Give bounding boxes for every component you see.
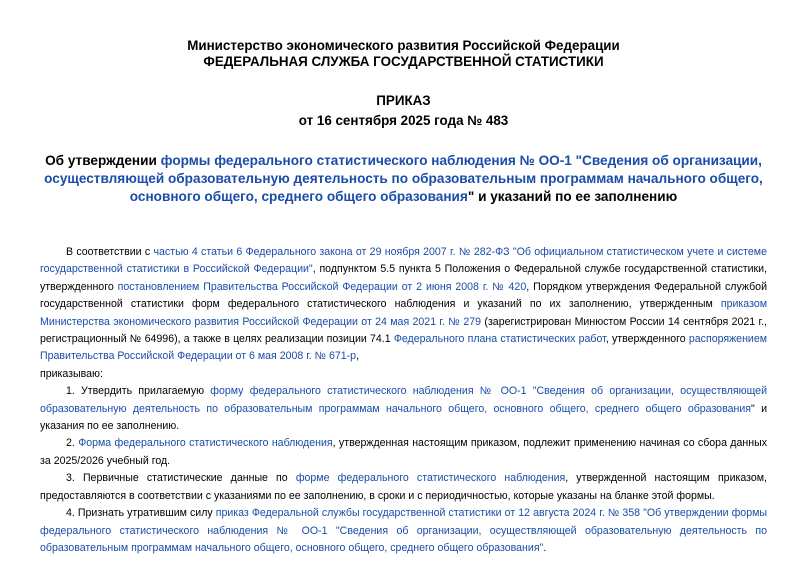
law-282-link[interactable]: частью 4 статьи 6 Федерального закона от 29 ноября 2007 г. № 282-ФЗ "Об официальном статистическом учете и системе государственной статистики в Российской Федерации"	[40, 246, 767, 276]
preamble-paragraph	[40, 244, 767, 366]
order-item-2	[40, 435, 767, 470]
item-text: 1. Утвердить прилагаемую	[66, 385, 211, 398]
form-link[interactable]: Форма федерального статистического наблюдения	[78, 437, 333, 450]
form-oo1-link[interactable]: форму федерального статистического наблюдения № ОО-1 "Сведения об организации, осуществляющей образовательную деятельность по образовательным программам начального общего, основного общего, среднего общего образования	[40, 385, 767, 415]
item-text: .	[543, 541, 547, 554]
order-358-link[interactable]: приказ Федеральной службы государственной статистики от 12 августа 2024 г. № 358 "Об утверждении формы федерального статистического наблюдения № ОО-1 "Сведения об организации, осуществляющей образовательную деятельность по образовательным программам начального общего, основного общего, среднего общего образования"	[40, 507, 767, 554]
title-suffix: " и указаний по ее заполнению	[467, 189, 678, 204]
preamble-text: , утвержденного	[605, 333, 689, 346]
preamble-text: , подпунктом 5.5 пункта 5 Положения о Федеральной службе государственной статистики, утвержденного	[40, 263, 768, 293]
item-text: , утвержденная настоящим приказом, подлежит применению начиная со сбора данных за 2025/2026 учебный год.	[40, 437, 767, 467]
item-text: " и указания по ее заполнению.	[40, 402, 767, 433]
title-prefix: Об утверждении	[45, 153, 161, 168]
ministry-heading: Министерство экономического развития Российской Федерации	[187, 38, 620, 53]
form-link[interactable]: форме федерального статистического наблюдения	[295, 472, 566, 485]
resolution-420-link[interactable]: постановлением Правительства Российской Федерации от 2 июня 2008 г. № 420	[117, 280, 527, 293]
preamble-text: , Порядком утверждения Федеральной службой государственной статистики форм федерального статистического наблюдения и указаний по их заполнению, утвержденным	[40, 280, 767, 311]
item-text: 3. Первичные статистические данные по	[66, 472, 296, 485]
order-item-1	[40, 383, 767, 435]
item-text: , утвержденной настоящим приказом, предоставляются в соответствии с указаниями по ее заполнению, в сроки и с периодичностью, которые указаны на бланке этой формы.	[40, 472, 767, 502]
doc-date-number: от 16 сентября 2025 года № 483	[298, 113, 509, 128]
item-text: 4. Признать утратившим силу	[66, 507, 216, 520]
document-title	[40, 152, 767, 206]
service-heading: ФЕДЕРАЛЬНАЯ СЛУЖБА ГОСУДАРСТВЕННОЙ СТАТИСТИКИ	[203, 54, 604, 69]
order-word: приказываю:	[40, 367, 103, 380]
decree-671-link[interactable]: распоряжением Правительства Российской Федерации от 6 мая 2008 г. № 671-р	[40, 333, 768, 363]
order-item-4	[40, 505, 767, 557]
preamble-text: В соответствии с	[66, 246, 154, 258]
doc-type-heading: ПРИКАЗ	[376, 93, 431, 108]
title-form-link[interactable]: формы федерального статистического наблюдения № ОО-1 "Сведения об организации, осуществляющей образовательную деятельность по образовательным программам начального общего, основного общего, среднего общего образования	[44, 153, 763, 204]
order-item-3	[40, 470, 767, 505]
federal-plan-link[interactable]: Федерального плана статистических работ	[393, 333, 606, 346]
preamble-text: ,	[356, 350, 360, 363]
preamble-text: (зарегистрирован Минюстом России 14 сентября 2021 г., регистрационный № 64996), а также в целях реализации позиции 74.1	[40, 315, 767, 346]
item-text: 2.	[66, 437, 79, 450]
document-body	[40, 244, 767, 557]
order-279-link[interactable]: приказом Министерства экономического развития Российской Федерации от 24 мая 2021 г. № 279	[40, 298, 767, 328]
